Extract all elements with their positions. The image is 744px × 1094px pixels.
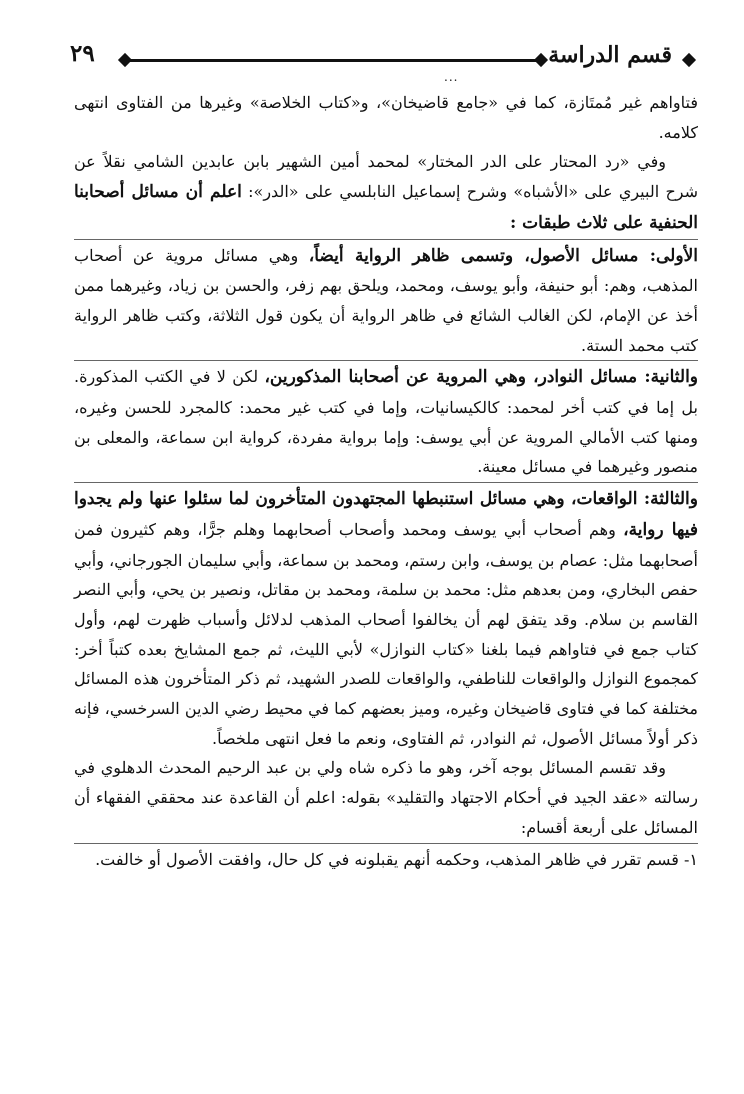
paragraph <box>74 360 698 482</box>
bold-text: والثالثة: الواقعات، وهي مسائل استنبطها المجتهدون المتأخرون لما سئلوا عنها ولم يجدوا فيها رواية، <box>74 489 698 540</box>
text-run: وهي مسائل مروية عن أصحاب المذهب، وهم: أبو حنيفة، وأبو يوسف، ومحمد، ويلحق بهم زفر، والحسن بن زياد، وغيرهما ممن أخذ عن الإمام، لكن الغالب الشائع في ظاهر الرواية أن يكون قول الثلاثة، وكتب ظاهر الرواية كتب محمد الستة. <box>74 245 698 355</box>
text-run: وفي «رد المحتار على الدر المختار» لمحمد أمين الشهير بابن عابدين الشامي نقلاً عن شرح البيري على «الأشباه» وشرح إسماعيل النابلسي على «الدر»: <box>74 152 699 202</box>
paragraph <box>74 753 698 842</box>
text-run: وقد تقسم المسائل بوجه آخر، وهو ما ذكره شاه ولي بن عبد الرحيم المحدث الدهلوي في رسالته «عقد الجيد في أحكام الاجتهاد والتقليد» بقوله: اعلم أن القاعدة عند محققي الفقهاء أن المسائل على أربعة أقسام: <box>74 758 698 837</box>
text-run: لكن لا في الكتب المذكورة. بل إما في كتب أخر لمحمد: كالكيسانيات، وإما في كتب غير محمد: كالمجرد للحسن وغيره، ومنها كتب الأمالي المروية عن أبي يوسف: وإما برواية مفردة، كرواية ابن سماعة، والمعلى بن منصور وغيرهما في مسائل معينة. <box>74 367 698 477</box>
text-run: وهم أصحاب أبي يوسف ومحمد وأصحاب أصحابهما وهلم جرًّا، وهم كثيرون فمن أصحابهما مثل: عصام بن يوسف، وابن رستم، ومحمد بن سماعة، وأبي سليمان الجورجاني، وأبي حفص البخاري، ومن بعدهم مثل: محمد بن سلمة، ومحمد بن مقاتل، ونصير بن يحي، وأبي النصر القاسم بن سلام. وقد يتفق لهم أن يخالفوا أصحاب المذهب لدلائل وأسباب ظهرت لهم، وأول كتاب جمع في فتاواهم فيما بلغنا «كتاب النوازل» لأبي الليث، ثم جمع المشايخ بعده كتباً أخر: كمجموع النوازل والواقعات للناطفي، والواقعات للصدر الشهيد، ثم ذكر المتأخرون هذه المسائل مختلفة كما في فتاوى قاضيخان وغيره، وميز بعضهم كما في محيط رضي الدين السرخسي، فإنه ذكر أولاً مسائل الأصول، ثم النوادر، ثم الفتاوى، ونعم ما فعل انتهى ملخصاً. <box>74 519 699 748</box>
paragraph <box>74 843 698 875</box>
header-diamond-ornament <box>118 53 132 67</box>
text-run: فتاواهم غير مُمتَازة، كما في «جامع قاضيخان»، و«كتاب الخلاصة» وغيرها من الفتاوى انتهى كلامه. <box>74 93 698 142</box>
body-text <box>74 88 698 874</box>
bold-text: الأولى: مسائل الأصول، وتسمى ظاهر الرواية أيضاً، <box>308 245 698 266</box>
page-number: ٢٩ <box>70 40 95 67</box>
section-title: قسم الدراسة <box>548 42 672 68</box>
running-header <box>70 38 700 84</box>
paragraph <box>74 88 698 147</box>
bold-text: والثانية: مسائل النوادر، وهي المروية عن أصحابنا المذكورين، <box>264 367 699 388</box>
header-rule <box>128 59 540 62</box>
paragraph <box>74 482 698 753</box>
text-run: ١- قسم تقرر في ظاهر المذهب، وحكمه أنهم يقبلونه في كل حال، وافقت الأصول أو خالفت. <box>95 849 698 869</box>
header-diamond-ornament <box>682 53 696 67</box>
paragraph <box>74 239 698 361</box>
bold-text: اعلم أن مسائل أصحابنا الحنفية على ثلاث طبقات : <box>74 182 698 233</box>
header-dots: ... <box>444 70 459 84</box>
paragraph <box>74 147 698 238</box>
